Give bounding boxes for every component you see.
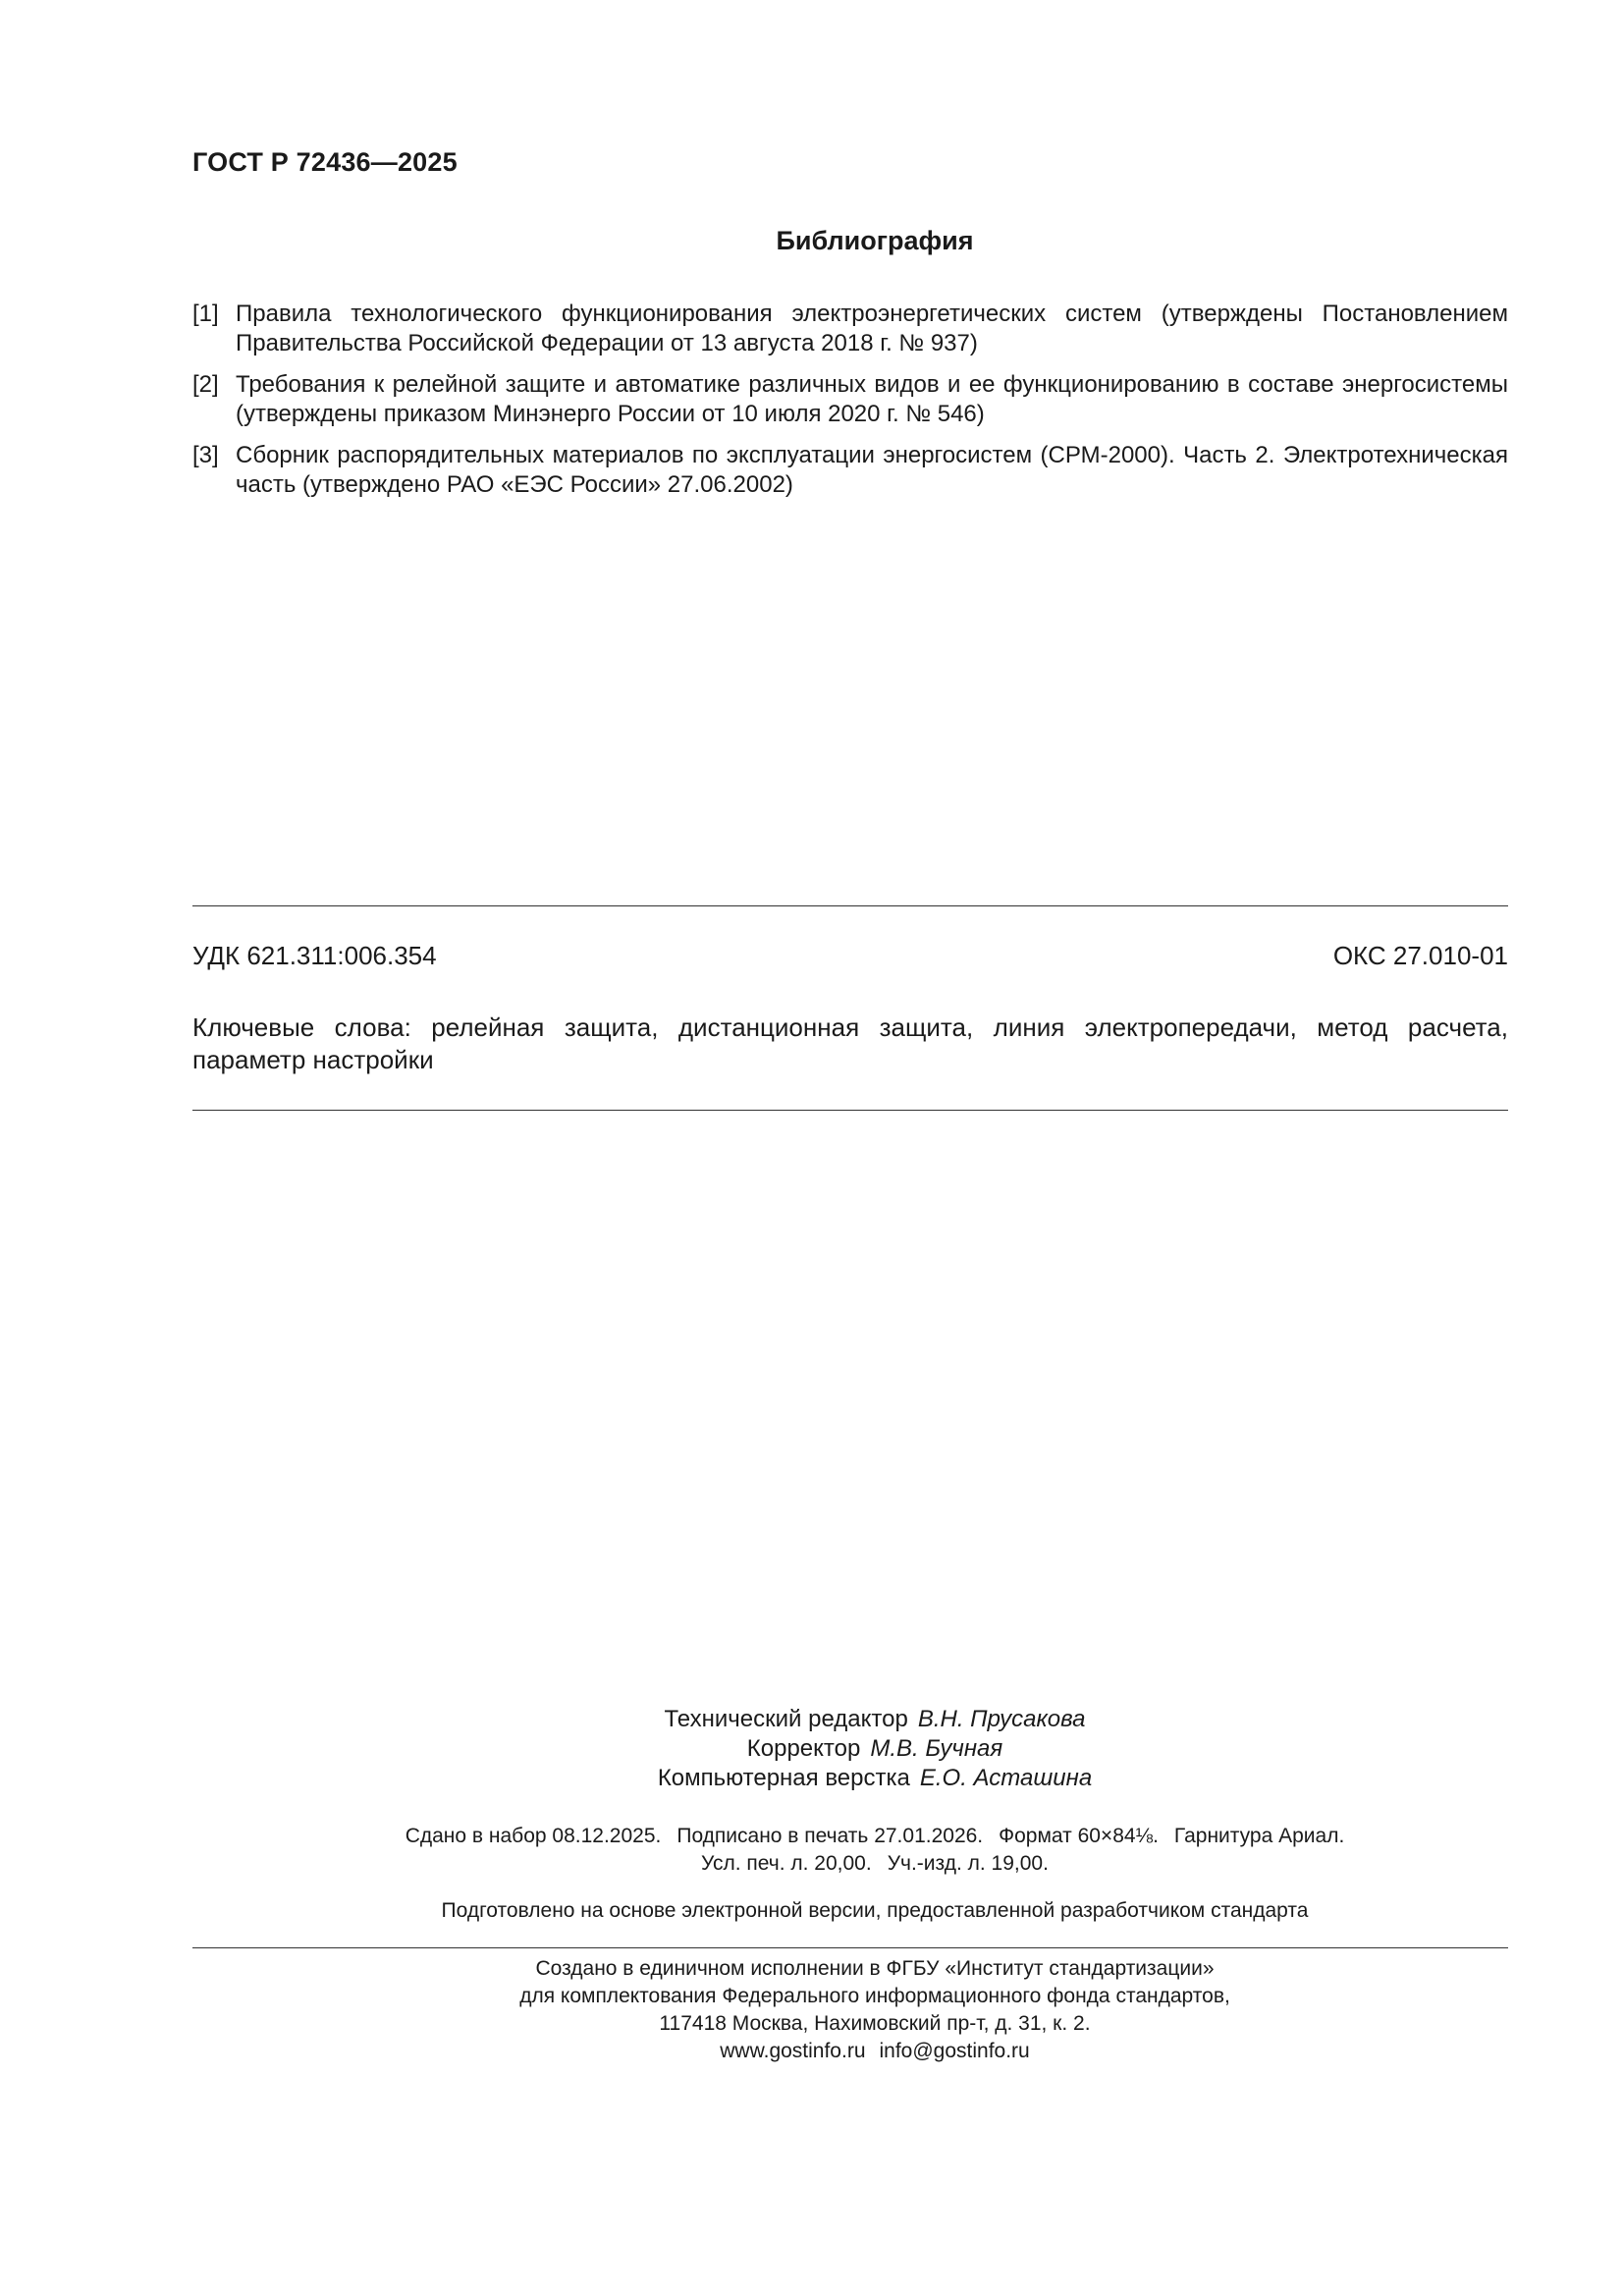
print-info — [192, 1823, 1508, 1878]
tech-editor-name: В.Н. Прусакова — [917, 1706, 1086, 1732]
tech-editor-role: Технический редактор — [664, 1706, 908, 1732]
bibliography-item-text: Сборник распорядительных материалов по эксплуатации энергосистем (СРМ-2000). Часть 2. Электротехническая часть (утверждено РАО «ЕЭС России» 27.06.2002) — [236, 442, 1508, 498]
bibliography-item-text: Правила технологического функционирования электроэнергетических систем (утверждены Постановлением Правительства Российской Федерации от 13 августа 2018 г. № 937) — [236, 301, 1508, 356]
bibliography-item-text: Требования к релейной защите и автоматике различных видов и ее функционированию в составе энергосистемы (утверждены приказом Минэнерго России от 10 июля 2020 г. № 546) — [236, 371, 1508, 427]
paper-format: Формат 60×84⅛. — [999, 1825, 1159, 1847]
corrector-line — [242, 1734, 1508, 1764]
typeface: Гарнитура Ариал. — [1173, 1825, 1345, 1847]
prepared-note: Подготовлено на основе электронной версии, предоставленной разработчиком стандарта — [441, 1899, 1309, 1922]
signed-date: Подписано в печать 27.01.2026. — [676, 1825, 984, 1847]
layout-name: Е.О. Асташина — [919, 1765, 1093, 1791]
publisher-contacts — [242, 2038, 1508, 2065]
tech-editor-line — [242, 1705, 1508, 1734]
publisher-address: 117418 Москва, Нахимовский пр-т, д. 31, к. 2. — [659, 2012, 1091, 2035]
bibliography-item-number: [2] — [192, 371, 219, 398]
bibliography-title: Библиография — [776, 226, 974, 255]
submitted-date: Сдано в набор 08.12.2025. — [405, 1825, 662, 1847]
print-info-line-2 — [242, 1850, 1508, 1878]
udk-code: УДК 621.311:006.354 — [192, 941, 437, 970]
bibliography-item — [192, 441, 1508, 500]
credits-block — [192, 1705, 1508, 1793]
print-info-line-1 — [242, 1823, 1508, 1850]
bibliography-list — [192, 300, 1508, 512]
divider-top — [192, 905, 1508, 906]
bibliography-item — [192, 370, 1508, 429]
layout-line — [242, 1764, 1508, 1793]
publisher-block — [192, 1955, 1508, 2065]
publisher-website: www.gostinfo.ru — [720, 2040, 866, 2062]
publisher-email: info@gostinfo.ru — [879, 2040, 1030, 2062]
edit-sheets: Уч.-изд. л. 19,00. — [887, 1852, 1049, 1875]
print-sheets: Усл. печ. л. 20,00. — [701, 1852, 872, 1875]
publisher-line-2: для комплектования Федерального информационного фонда стандартов, — [519, 1985, 1230, 2007]
divider-bottom — [192, 1947, 1508, 1948]
layout-role: Компьютерная верстка — [657, 1765, 910, 1791]
oks-code: ОКС 27.010-01 — [1332, 941, 1508, 970]
corrector-role: Корректор — [746, 1735, 861, 1762]
divider-middle — [192, 1110, 1508, 1111]
classification-row — [192, 941, 1508, 971]
bibliography-item-number: [3] — [192, 442, 219, 468]
corrector-name: М.В. Бучная — [870, 1735, 1003, 1762]
bibliography-item — [192, 300, 1508, 358]
bibliography-item-number: [1] — [192, 301, 219, 327]
keywords: Ключевые слова: релейная защита, дистанционная защита, линия электропередачи, метод расчета, параметр настройки — [192, 1012, 1508, 1074]
publisher-line-1: Создано в единичном исполнении в ФГБУ «Институт стандартизации» — [535, 1957, 1215, 1980]
standard-code: ГОСТ Р 72436—2025 — [192, 147, 458, 177]
